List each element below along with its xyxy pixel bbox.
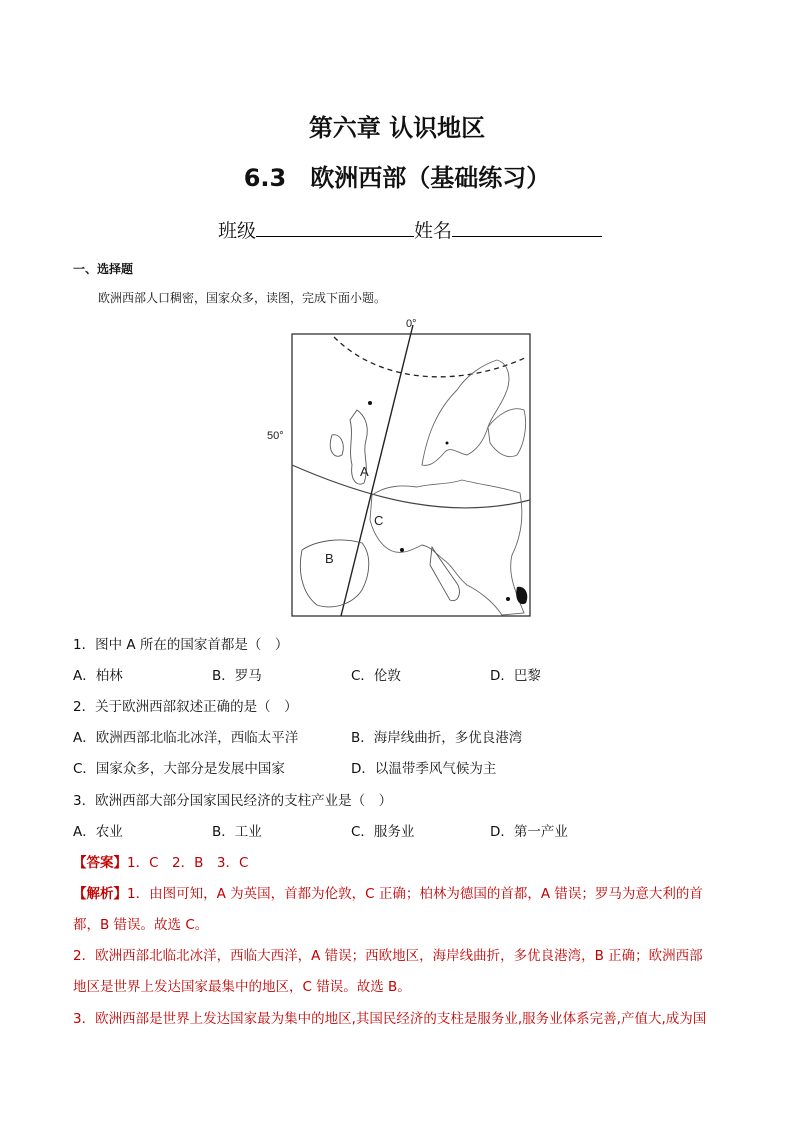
analysis-text-1: 1．由图可知，A 为英国，首都为伦敦，C 正确；柏林为德国的首都，A 错误；罗马为意大利的首	[127, 886, 703, 902]
analysis-line-2: 都，B 错误。故选 C。	[73, 917, 209, 933]
parallel-label: 50°	[267, 430, 284, 442]
q2-option-b[interactable]: B．海岸线曲折，多优良港湾	[351, 730, 523, 746]
analysis-line-1	[73, 882, 703, 902]
class-name-line	[218, 216, 602, 243]
class-blank[interactable]	[256, 217, 414, 237]
analysis-line-4: 地区是世界上发达国家最集中的地区，C 错误。故选 B。	[73, 979, 411, 995]
class-label: 班级	[218, 220, 257, 242]
q1-option-a[interactable]: A．柏林	[73, 668, 123, 684]
q3-option-c[interactable]: C．服务业	[351, 824, 415, 840]
map-label-b: B	[325, 551, 334, 566]
chapter-title: 第六章 认识地区	[308, 114, 486, 142]
question-2-stem: 2．关于欧洲西部叙述正确的是（ ）	[73, 699, 298, 715]
map-frame	[292, 334, 530, 616]
section-heading: 一、选择题	[73, 262, 134, 276]
name-label: 姓名	[414, 220, 453, 242]
q1-option-c[interactable]: C．伦敦	[351, 668, 401, 684]
map-label-a: A	[360, 464, 369, 479]
q3-option-b[interactable]: B．工业	[212, 824, 262, 840]
answer-line	[73, 851, 248, 871]
map-label-c: C	[374, 513, 384, 528]
analysis-line-5: 3．欧洲西部是世界上发达国家最为集中的地区,其国民经济的支柱是服务业,服务业体系完善,产值大,成为国	[73, 1011, 707, 1027]
q3-option-a[interactable]: A．农业	[73, 824, 123, 840]
arctic-circle-line	[334, 337, 527, 377]
q1-option-b[interactable]: B．罗马	[212, 668, 262, 684]
q2-option-d[interactable]: D．以温带季风气候为主	[351, 761, 497, 777]
europe-map	[262, 315, 552, 620]
q3-option-d[interactable]: D．第一产业	[490, 824, 568, 840]
q1-option-d[interactable]: D．巴黎	[490, 668, 541, 684]
intro-text: 欧洲西部人口稠密，国家众多，读图，完成下面小题。	[98, 291, 387, 305]
q2-option-c[interactable]: C．国家众多，大部分是发展中国家	[73, 761, 285, 777]
question-3-stem: 3．欧洲西部大部分国家国民经济的支柱产业是（ ）	[73, 793, 393, 809]
lesson-title: 6.3 欧洲西部（基础练习）	[243, 164, 551, 192]
meridian-label: 0°	[406, 318, 417, 330]
q2-option-a[interactable]: A．欧洲西部北临北冰洋，西临太平洋	[73, 730, 299, 746]
question-1-stem: 1．图中 A 所在的国家首都是（ ）	[73, 637, 289, 653]
name-blank[interactable]	[452, 217, 602, 237]
analysis-tag: 【解析】	[73, 886, 127, 902]
answer-text: 1．C 2．B 3．C	[127, 855, 249, 871]
answer-tag: 【答案】	[73, 855, 127, 871]
analysis-line-3: 2．欧洲西部北临北冰洋，西临大西洋，A 错误；西欧地区，海岸线曲折，多优良港湾，B 正确；欧洲西部	[73, 948, 703, 964]
